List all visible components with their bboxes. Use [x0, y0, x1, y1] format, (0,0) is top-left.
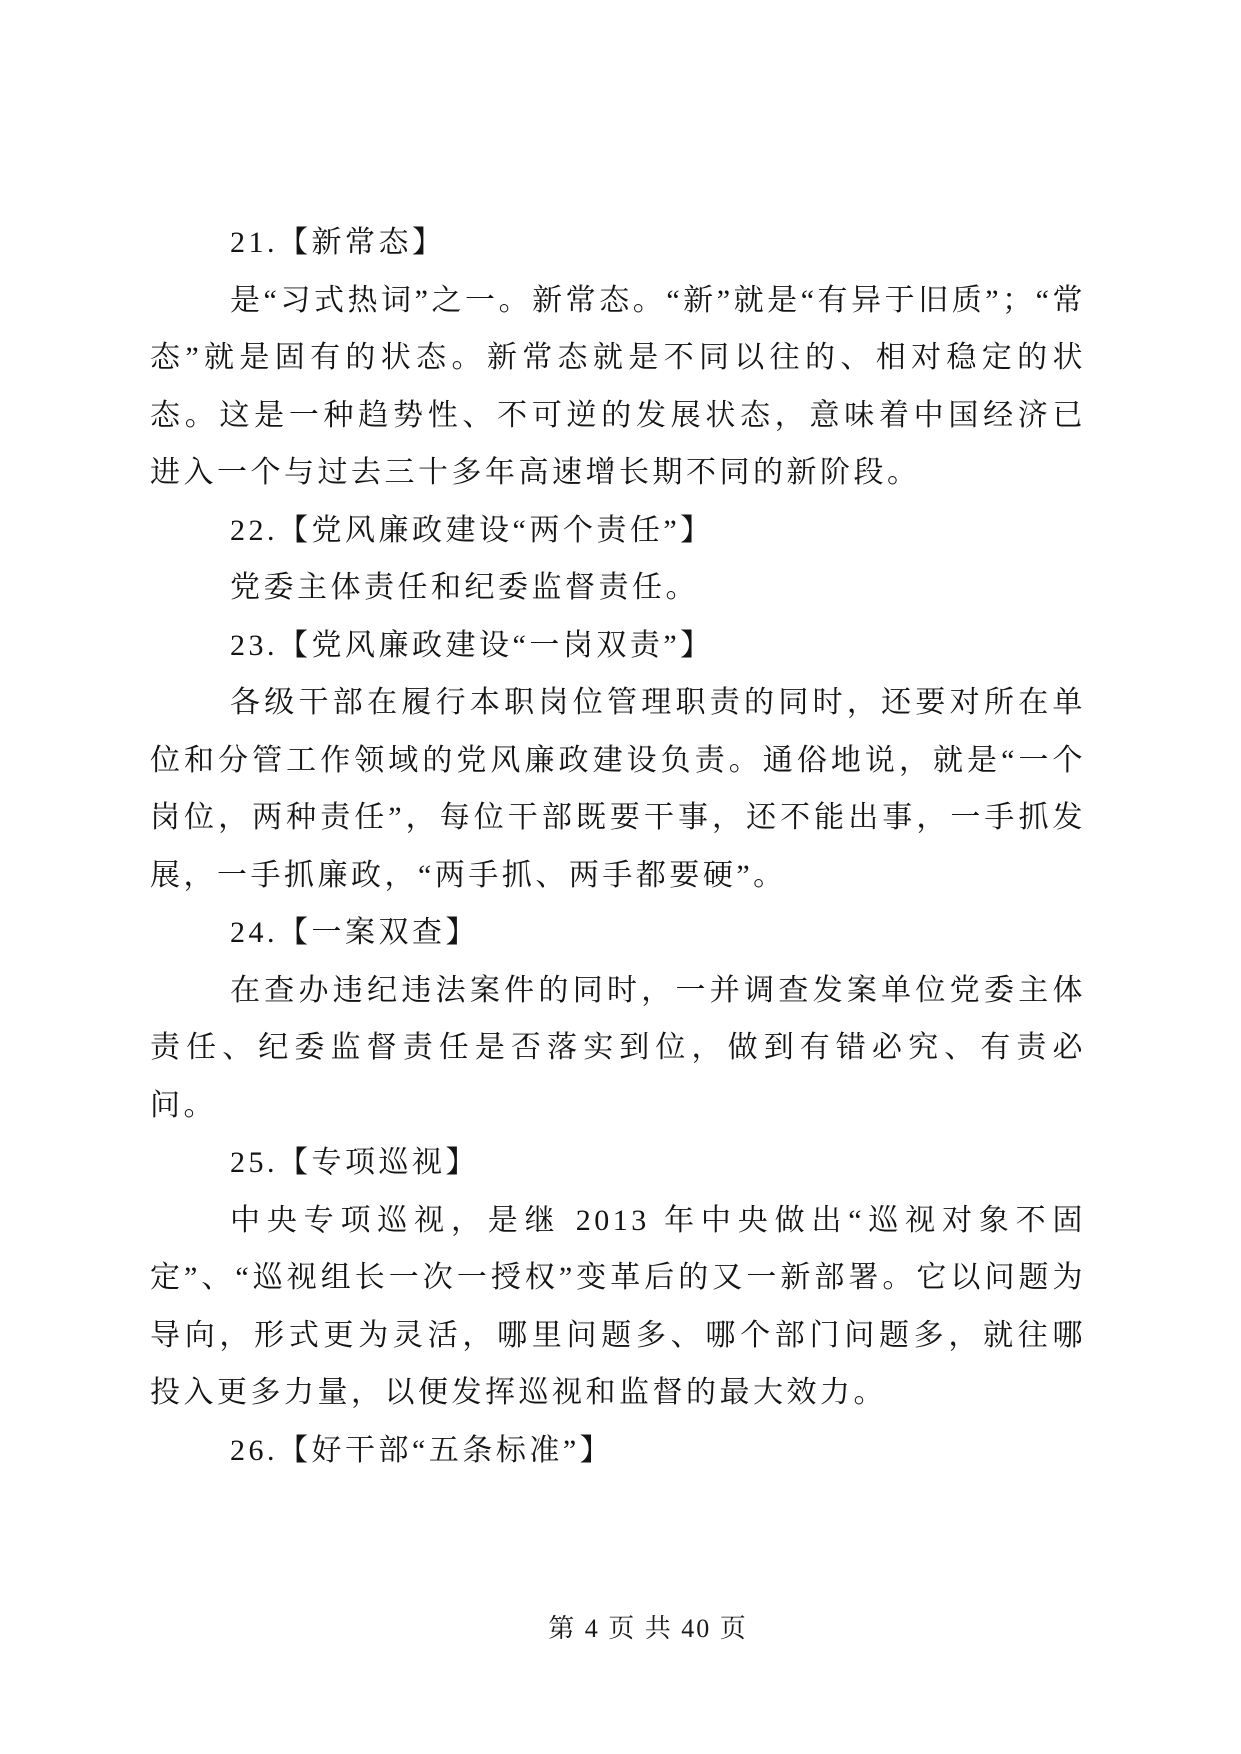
page-number: 第 4 页 共 40 页	[548, 1614, 748, 1643]
entry-25-paragraph: 中央专项巡视，是继 2013 年中央做出“巡视对象不固定”、“巡视组长一次一授权”变革后的又一新部署。它以问题为导向，形式更为灵活，哪里问题多、哪个部门问题多，就往哪投入更多力量，以便发挥巡视和监督的最大效力。	[150, 1203, 1086, 1409]
entry-22-paragraph: 党委主体责任和纪委监督责任。	[230, 571, 699, 604]
entry-23-paragraph: 各级干部在履行本职岗位管理职责的同时，还要对所在单位和分管工作领域的党风廉政建设负责。通俗地说，就是“一个岗位，两种责任”，每位干部既要干事，还不能出事，一手抓发展，一手抓廉政，“两手抓、两手都要硬”。	[150, 686, 1086, 892]
glossary-entry-24	[150, 904, 1086, 1134]
entry-24-paragraph: 在查办违纪违法案件的同时，一并调查发案单位党委主体责任、纪委监督责任是否落实到位，做到有错必究、有责必问。	[150, 973, 1086, 1122]
entry-21-heading: 21.【新常态】	[230, 226, 446, 259]
glossary-entry-21	[150, 214, 1086, 502]
entry-24-heading: 24.【一案双查】	[230, 916, 479, 949]
entry-25-heading: 25.【专项巡视】	[230, 1146, 479, 1179]
page-footer	[0, 1608, 1241, 1645]
entry-21-paragraph: 是“习式热词”之一。新常态。“新”就是“有异于旧质”；“常态”就是固有的状态。新常态就是不同以往的、相对稳定的状态。这是一种趋势性、不可逆的发展状态，意味着中国经济已进入一个与过去三十多年高速增长期不同的新阶段。	[150, 283, 1086, 489]
entry-26-heading: 26.【好干部“五条标准”】	[230, 1433, 614, 1467]
entry-22-heading: 22.【党风廉政建设“两个责任”】	[230, 513, 714, 547]
entry-23-heading: 23.【党风廉政建设“一岗双责”】	[230, 628, 714, 662]
glossary-entry-23	[150, 617, 1086, 905]
page-content	[150, 214, 1086, 1479]
glossary-entry-26	[150, 1422, 1086, 1480]
glossary-entry-22	[150, 502, 1086, 617]
glossary-entry-25	[150, 1134, 1086, 1422]
